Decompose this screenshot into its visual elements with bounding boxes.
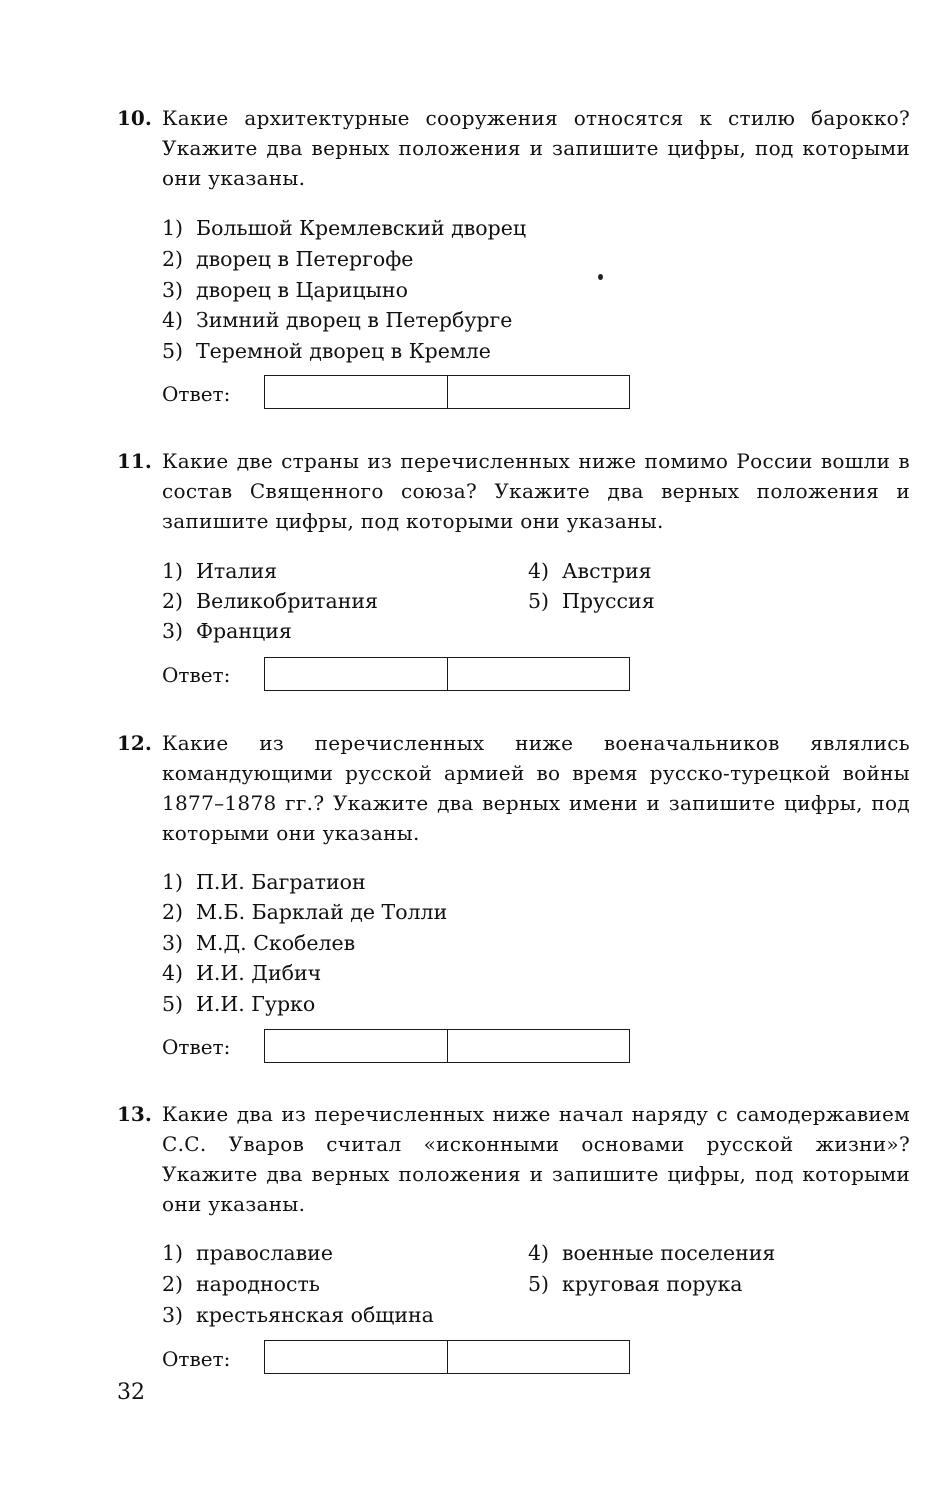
option-item: 5) Пруссия xyxy=(528,589,655,613)
answer-box[interactable] xyxy=(264,1340,630,1374)
question-text: Какие две страны из перечисленных ниже помимо России вошли в состав Священного союза? Укажите два верных положения и запишите цифры, под которыми они указаны. xyxy=(162,449,910,533)
option-item: 3) дворец в Царицыно xyxy=(162,278,408,302)
option-item: 4) Зимний дворец в Петербурге xyxy=(162,308,513,332)
answer-cell-1[interactable] xyxy=(265,376,447,408)
option-item: 1) православие xyxy=(162,1241,333,1265)
question-text: Какие из перечисленных ниже военачальников являлись командующими русской армией во время русско-турецкой войны 1877–1878 гг.? Укажите два верных имени и запишите цифры, под которыми они указаны. xyxy=(162,731,910,845)
option-item: 3) Франция xyxy=(162,619,292,643)
answer-label: Ответ: xyxy=(162,663,231,687)
question-text: Какие два из перечисленных ниже начал наряду с самодержавием С.С. Уваров считал «исконными основами русской жизни»? Укажите два верных положения и запишите цифры, под которыми они указаны. xyxy=(162,1102,910,1216)
print-speck xyxy=(598,274,603,280)
option-item: 2) дворец в Петергофе xyxy=(162,247,414,271)
option-item: 5) Теремной дворец в Кремле xyxy=(162,339,491,363)
option-item: 1) П.И. Багратион xyxy=(162,870,366,894)
answer-cell-2[interactable] xyxy=(447,376,630,408)
option-item: 2) народность xyxy=(162,1272,320,1296)
question-number: 11. xyxy=(117,449,152,473)
answer-label: Ответ: xyxy=(162,1347,231,1371)
option-item: 2) Великобритания xyxy=(162,589,378,613)
answer-label: Ответ: xyxy=(162,1035,231,1059)
option-item: 4) И.И. Дибич xyxy=(162,961,322,985)
question-number: 10. xyxy=(117,106,152,130)
option-item: 3) М.Д. Скобелев xyxy=(162,931,356,955)
option-item: 3) крестьянская община xyxy=(162,1303,434,1327)
answer-box[interactable] xyxy=(264,1029,630,1063)
option-item: 4) военные поселения xyxy=(528,1241,776,1265)
answer-cell-1[interactable] xyxy=(265,1341,447,1373)
answer-box[interactable] xyxy=(264,375,630,409)
answer-cell-1[interactable] xyxy=(265,658,447,690)
answer-cell-2[interactable] xyxy=(447,658,630,690)
option-item: 1) Италия xyxy=(162,559,278,583)
option-item: 4) Австрия xyxy=(528,559,652,583)
question-number: 13. xyxy=(117,1102,152,1126)
question-number: 12. xyxy=(117,731,152,755)
answer-cell-2[interactable] xyxy=(447,1341,630,1373)
page-number: 32 xyxy=(117,1380,145,1405)
option-item: 1) Большой Кремлевский дворец xyxy=(162,216,527,240)
option-item: 5) И.И. Гурко xyxy=(162,992,316,1016)
option-item: 5) круговая порука xyxy=(528,1272,743,1296)
answer-cell-1[interactable] xyxy=(265,1030,447,1062)
question-text: Какие архитектурные сооружения относятся к стилю барокко? Укажите два верных положения и запишите цифры, под которыми они указаны. xyxy=(162,106,910,190)
answer-box[interactable] xyxy=(264,657,630,691)
answer-label: Ответ: xyxy=(162,382,231,406)
answer-cell-2[interactable] xyxy=(447,1030,630,1062)
option-item: 2) М.Б. Барклай де Толли xyxy=(162,900,448,924)
